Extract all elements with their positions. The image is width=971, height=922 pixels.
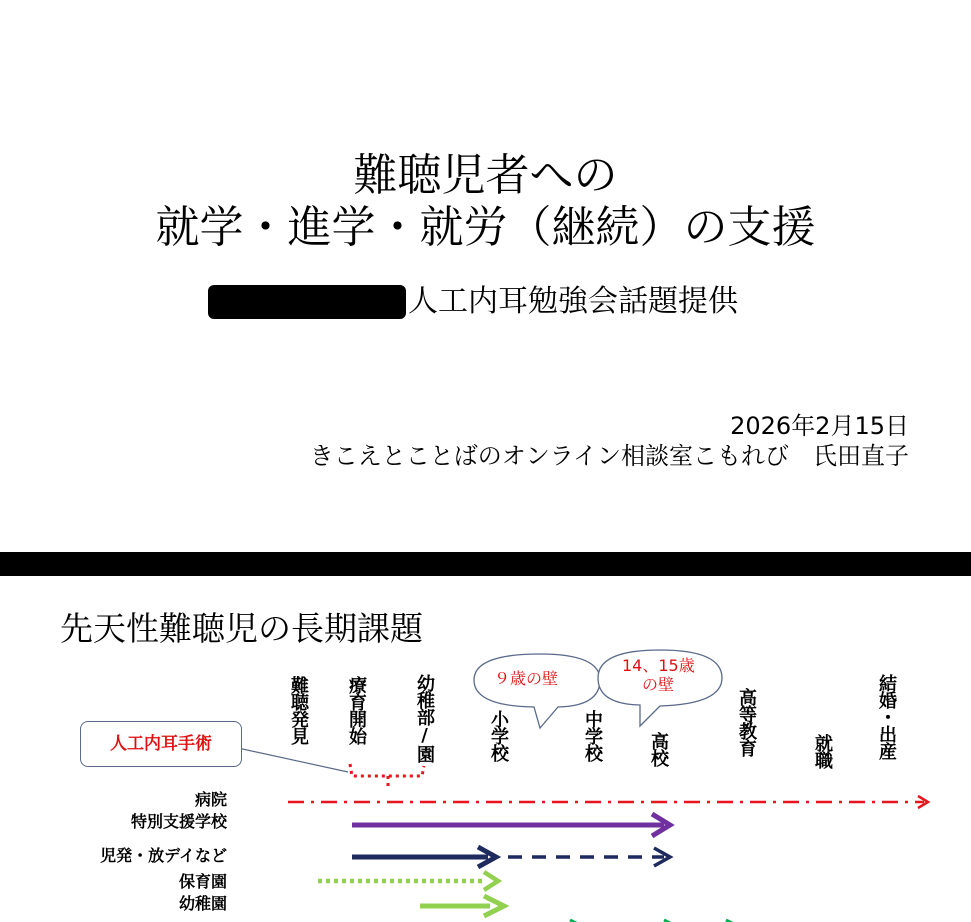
stage-marriage-birth: 結婚・出産 [876,674,897,759]
row-label-hospital: 病院 [194,790,227,809]
teen-wall-label-1: 14、15歳 [622,656,695,675]
row-label-special-school: 特別支援学校 [130,812,227,831]
presentation-date: 2026年2月15日 [730,412,909,440]
timeline-slide [0,576,971,922]
slide-divider [0,552,971,576]
timeline-title: 先天性難聴児の長期課題 [60,609,423,648]
row-label-child-dev: 児発・放デイなど [100,846,227,865]
stage-high-school: 高校 [648,732,669,766]
stage-junior-high: 中学校 [582,710,603,761]
slide-title-line-2: 就学・進学・就労（継続）の支援 [155,202,816,253]
teen-wall-label-2: の壁 [642,675,675,694]
cochlear-implant-surgery-box: 人工内耳手術 [80,721,242,767]
stage-employment: 就職 [812,734,833,768]
slide-title-line-1: 難聴児者への [353,150,618,201]
slide-subtitle [208,282,738,322]
redaction-block [208,285,406,319]
row-label-nursery: 保育園 [178,872,227,891]
row-label-kindergarten: 幼稚園 [178,894,227,913]
subtitle-text: 人工内耳勉強会話題提供 [408,284,738,319]
ci-bracket [350,764,424,776]
nine-age-wall-label: ９歳の壁 [494,669,559,688]
stage-therapy-start: 療育開始 [346,676,367,744]
ci-callout-line [238,748,348,772]
stage-elementary: 小学校 [488,710,509,761]
nursery-arrowhead [484,872,498,890]
stage-kindergarten-dept: 幼稚部/園 [414,674,435,762]
stage-hearing-discovery: 難聴発見 [288,676,309,744]
stage-higher-education: 高等教育 [736,688,757,756]
presenter-organization: きこえとことばのオンライン相談室こもれび 氏田直子 [309,442,909,470]
